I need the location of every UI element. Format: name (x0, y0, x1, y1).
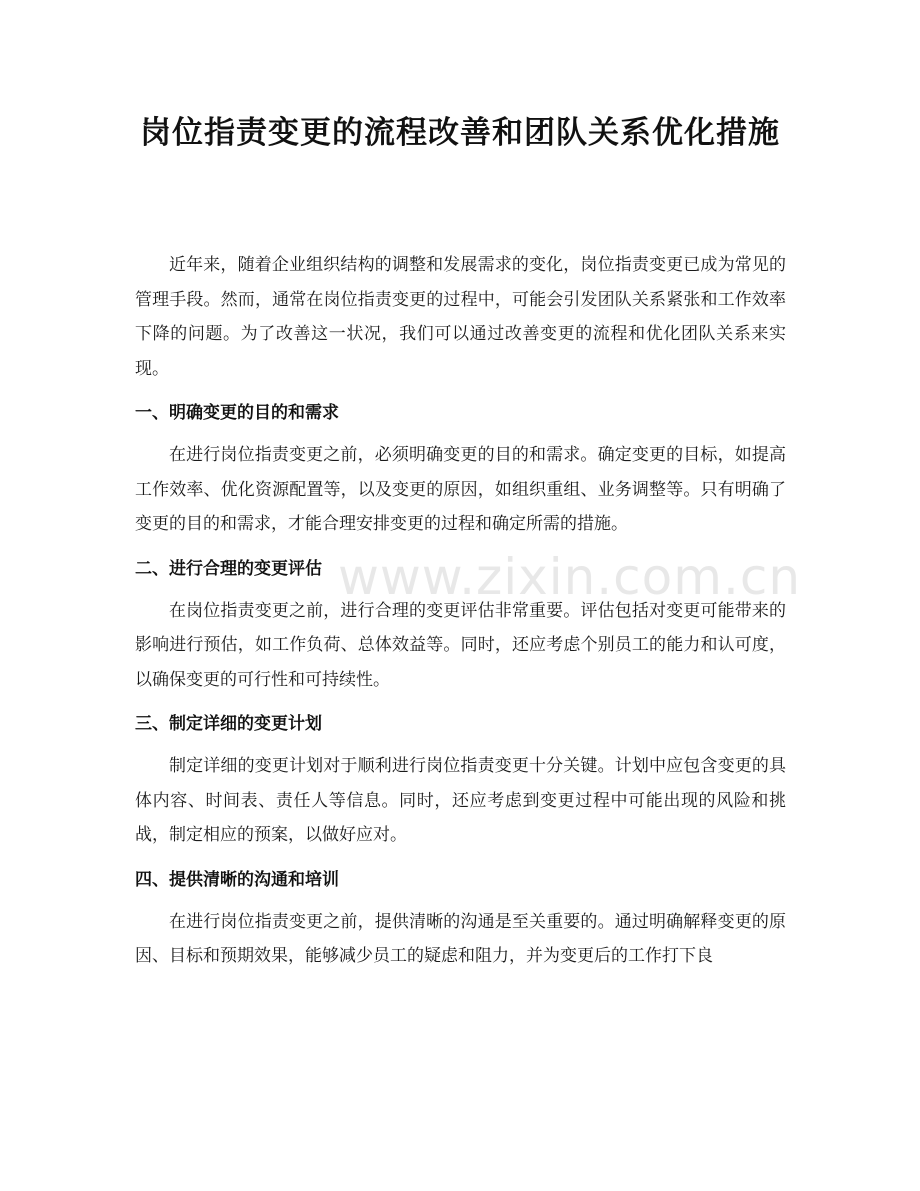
watermark: www.zixin.com.cn (338, 548, 802, 606)
section-body-3: 制定详细的变更计划对于顺利进行岗位指责变更十分关键。计划中应包含变更的具体内容、时间表、责任人等信息。同时，还应考虑到变更过程中可能出现的风险和挑战，制定相应的预案，以做好应对。 (135, 756, 786, 845)
section-heading-2: 二、进行合理的变更评估 (135, 558, 322, 579)
document-body (135, 248, 786, 974)
section-body-1: 在进行岗位指责变更之前，必须明确变更的目的和需求。确定变更的目标，如提高工作效率、优化资源配置等，以及变更的原因，如组织重组、业务调整等。只有明确了变更的目的和需求，才能合理安排变更的过程和确定所需的措施。 (135, 445, 786, 534)
section-heading-3: 三、制定详细的变更计划 (135, 714, 322, 734)
section-heading-4: 四、提供清晰的沟通和培训 (135, 869, 339, 890)
document-title: 岗位指责变更的流程改善和团队关系优化措施 (140, 115, 780, 151)
section-body-2: 在岗位指责变更之前，进行合理的变更评估非常重要。评估包括对变更可能带来的影响进行预估，如工作负荷、总体效益等。同时，还应考虑个别员工的能力和认可度，以确保变更的可行性和可持续性。 (135, 600, 786, 690)
section-body-4: 在进行岗位指责变更之前，提供清晰的沟通是至关重要的。通过明确解释变更的原因、目标和预期效果，能够减少员工的疑虑和阻力，并为变更后的工作打下良 (135, 911, 786, 966)
intro-paragraph: 近年来，随着企业组织结构的调整和发展需求的变化，岗位指责变更已成为常见的管理手段。然而，通常在岗位指责变更的过程中，可能会引发团队关系紧张和工作效率下降的问题。为了改善这一状况，我们可以通过改善变更的流程和优化团队关系来实现。 (135, 255, 786, 379)
section-heading-1: 一、明确变更的目的和需求 (135, 403, 339, 423)
